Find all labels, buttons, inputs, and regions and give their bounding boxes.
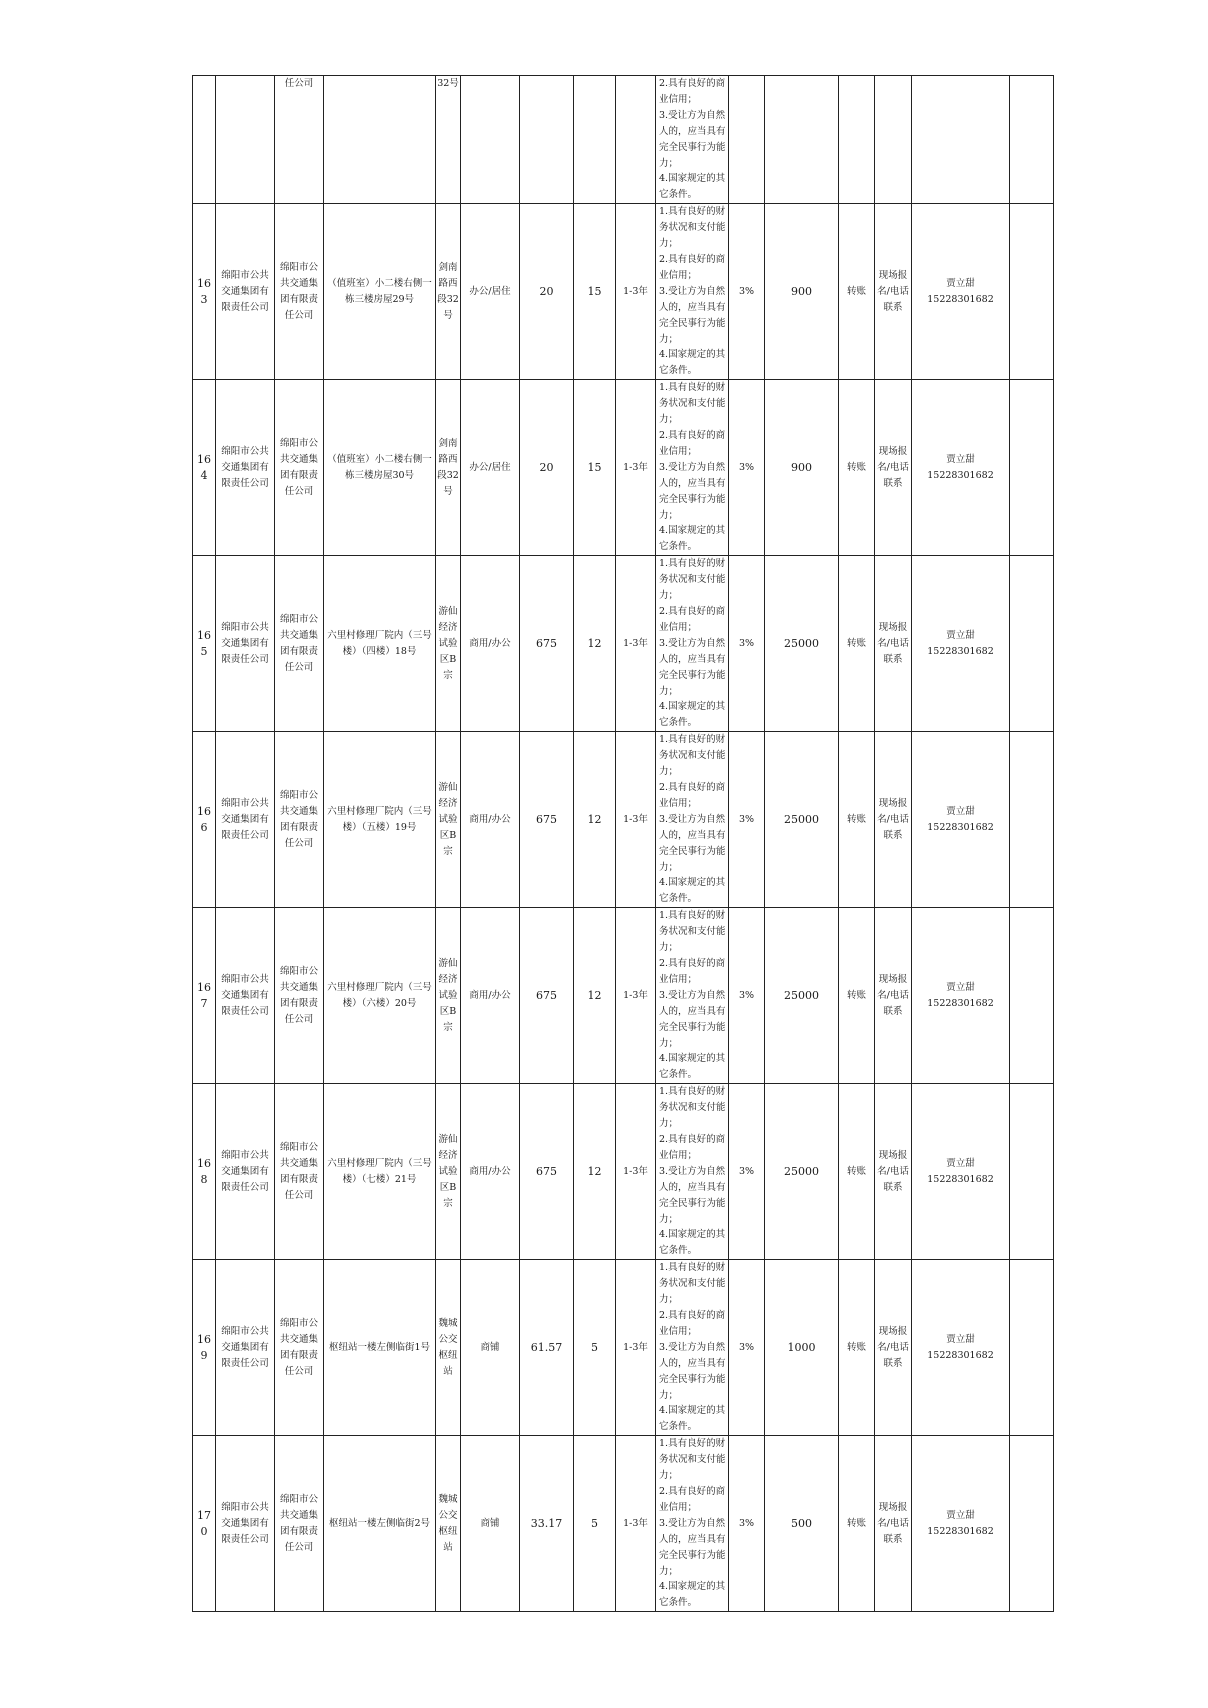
cell-extra xyxy=(1010,732,1054,908)
cell-name: （值班室）小二楼右侧一栋三楼房屋30号 xyxy=(324,380,436,556)
cell-conditions xyxy=(656,556,729,732)
condition-line: 2.具有良好的商业信用； xyxy=(659,253,726,281)
cell-extra xyxy=(1010,908,1054,1084)
cell-conditions xyxy=(656,1436,729,1612)
cell-owner: 绵阳市公共交通集团有限责任公司 xyxy=(216,1084,275,1260)
contact-name: 贾立甜 xyxy=(946,1509,975,1521)
cell-no xyxy=(193,76,216,204)
cell-contact xyxy=(912,204,1010,380)
cell-owner xyxy=(216,76,275,204)
cell-signup: 现场报名/电话联系 xyxy=(875,1260,912,1436)
cell-name: 六里村修理厂院内（三号楼）（七楼）21号 xyxy=(324,1084,436,1260)
cell-use: 办公/居住 xyxy=(461,204,520,380)
condition-line: 1.具有良好的财务状况和支付能力； xyxy=(659,734,726,778)
cell-owner: 绵阳市公共交通集团有限责任公司 xyxy=(216,204,275,380)
cell-price: 12 xyxy=(574,732,616,908)
cell-deposit: 900 xyxy=(765,204,839,380)
cell-name: 六里村修理厂院内（三号楼）（四楼）18号 xyxy=(324,556,436,732)
cell-term: 1-3年 xyxy=(616,908,656,1084)
cell-conditions xyxy=(656,76,729,204)
condition-line: 1.具有良好的财务状况和支付能力； xyxy=(659,382,726,426)
condition-line: 1.具有良好的财务状况和支付能力； xyxy=(659,558,726,602)
condition-line: 3.受让方为自然人的，应当具有完全民事行为能力； xyxy=(659,637,726,697)
cell-deposit: 25000 xyxy=(765,732,839,908)
cell-name: 六里村修理厂院内（三号楼）（六楼）20号 xyxy=(324,908,436,1084)
cell-owner: 绵阳市公共交通集团有限责任公司 xyxy=(216,556,275,732)
cell-payment: 转账 xyxy=(839,1260,875,1436)
cell-payment: 转账 xyxy=(839,1084,875,1260)
cell-payment: 转账 xyxy=(839,556,875,732)
cell-payment: 转账 xyxy=(839,1436,875,1612)
cell-unit: 绵阳市公共交通集团有限责任公司 xyxy=(275,204,324,380)
cell-price xyxy=(574,76,616,204)
cell-price: 12 xyxy=(574,1084,616,1260)
cell-deposit: 25000 xyxy=(765,556,839,732)
condition-line: 4.国家规定的其它条件。 xyxy=(659,349,726,377)
cell-deposit: 900 xyxy=(765,380,839,556)
listing-table xyxy=(192,75,1054,1612)
contact-name: 贾立甜 xyxy=(946,981,975,993)
cell-term: 1-3年 xyxy=(616,1084,656,1260)
cell-use: 商铺 xyxy=(461,1436,520,1612)
condition-line: 2.具有良好的商业信用； xyxy=(659,429,726,457)
cell-unit: 任公司 xyxy=(275,76,324,204)
cell-payment: 转账 xyxy=(839,908,875,1084)
cell-use: 商用/办公 xyxy=(461,732,520,908)
cell-payment xyxy=(839,76,875,204)
table-row xyxy=(193,732,1054,908)
cell-increase: 3% xyxy=(729,1260,765,1436)
table-row xyxy=(193,1436,1054,1612)
condition-line: 3.受让方为自然人的，应当具有完全民事行为能力； xyxy=(659,109,726,169)
cell-extra xyxy=(1010,556,1054,732)
cell-deposit: 500 xyxy=(765,1436,839,1612)
cell-unit: 绵阳市公共交通集团有限责任公司 xyxy=(275,908,324,1084)
cell-location: 游仙经济试验区B宗 xyxy=(436,556,461,732)
cell-conditions xyxy=(656,380,729,556)
cell-no: 167 xyxy=(193,908,216,1084)
cell-deposit xyxy=(765,76,839,204)
cell-conditions xyxy=(656,1084,729,1260)
cell-contact xyxy=(912,556,1010,732)
condition-line: 1.具有良好的财务状况和支付能力； xyxy=(659,1438,726,1482)
contact-name: 贾立甜 xyxy=(946,453,975,465)
cell-term: 1-3年 xyxy=(616,1436,656,1612)
cell-increase: 3% xyxy=(729,204,765,380)
cell-location: 魏城公交枢纽站 xyxy=(436,1436,461,1612)
cell-conditions xyxy=(656,204,729,380)
cell-name: （值班室）小二楼右侧一栋三楼房屋29号 xyxy=(324,204,436,380)
cell-price: 5 xyxy=(574,1260,616,1436)
condition-line: 3.受让方为自然人的，应当具有完全民事行为能力； xyxy=(659,813,726,873)
cell-no: 169 xyxy=(193,1260,216,1436)
cell-signup: 现场报名/电话联系 xyxy=(875,204,912,380)
contact-phone: 15228301682 xyxy=(927,1173,994,1185)
cell-no: 164 xyxy=(193,380,216,556)
contact-name: 贾立甜 xyxy=(946,629,975,641)
cell-increase: 3% xyxy=(729,1084,765,1260)
cell-area: 675 xyxy=(520,732,574,908)
cell-area: 33.17 xyxy=(520,1436,574,1612)
cell-area: 61.57 xyxy=(520,1260,574,1436)
condition-line: 2.具有良好的商业信用； xyxy=(659,1309,726,1337)
condition-line: 2.具有良好的商业信用； xyxy=(659,1485,726,1513)
contact-phone: 15228301682 xyxy=(927,821,994,833)
cell-extra xyxy=(1010,1436,1054,1612)
cell-signup: 现场报名/电话联系 xyxy=(875,556,912,732)
contact-phone: 15228301682 xyxy=(927,293,994,305)
condition-line: 2.具有良好的商业信用； xyxy=(659,78,726,105)
cell-conditions xyxy=(656,908,729,1084)
cell-location: 魏城公交枢纽站 xyxy=(436,1260,461,1436)
cell-deposit: 25000 xyxy=(765,1084,839,1260)
condition-line: 3.受让方为自然人的，应当具有完全民事行为能力； xyxy=(659,989,726,1049)
condition-line: 2.具有良好的商业信用； xyxy=(659,781,726,809)
cell-increase: 3% xyxy=(729,1436,765,1612)
cell-signup: 现场报名/电话联系 xyxy=(875,1084,912,1260)
cell-price: 15 xyxy=(574,204,616,380)
cell-name: 六里村修理厂院内（三号楼）（五楼）19号 xyxy=(324,732,436,908)
cell-name xyxy=(324,76,436,204)
cell-extra xyxy=(1010,380,1054,556)
cell-no: 165 xyxy=(193,556,216,732)
cell-term: 1-3年 xyxy=(616,732,656,908)
condition-line: 3.受让方为自然人的，应当具有完全民事行为能力； xyxy=(659,1165,726,1225)
cell-location: 游仙经济试验区B宗 xyxy=(436,732,461,908)
table-row xyxy=(193,908,1054,1084)
cell-location: 32号 xyxy=(436,76,461,204)
cell-price: 12 xyxy=(574,556,616,732)
cell-conditions xyxy=(656,1260,729,1436)
condition-line: 2.具有良好的商业信用； xyxy=(659,1133,726,1161)
contact-name: 贾立甜 xyxy=(946,277,975,289)
cell-location: 剑南路西段32号 xyxy=(436,380,461,556)
cell-owner: 绵阳市公共交通集团有限责任公司 xyxy=(216,1260,275,1436)
condition-line: 2.具有良好的商业信用； xyxy=(659,957,726,985)
cell-increase: 3% xyxy=(729,908,765,1084)
cell-use: 办公/居住 xyxy=(461,380,520,556)
cell-payment: 转账 xyxy=(839,732,875,908)
cell-contact xyxy=(912,1436,1010,1612)
cell-contact xyxy=(912,732,1010,908)
cell-signup: 现场报名/电话联系 xyxy=(875,380,912,556)
condition-line: 4.国家规定的其它条件。 xyxy=(659,1405,726,1433)
cell-unit: 绵阳市公共交通集团有限责任公司 xyxy=(275,380,324,556)
cell-contact xyxy=(912,908,1010,1084)
cell-no: 166 xyxy=(193,732,216,908)
condition-line: 3.受让方为自然人的，应当具有完全民事行为能力； xyxy=(659,1341,726,1401)
cell-location: 剑南路西段32号 xyxy=(436,204,461,380)
cell-extra xyxy=(1010,204,1054,380)
cell-no: 163 xyxy=(193,204,216,380)
cell-owner: 绵阳市公共交通集团有限责任公司 xyxy=(216,732,275,908)
cell-unit: 绵阳市公共交通集团有限责任公司 xyxy=(275,1260,324,1436)
cell-term: 1-3年 xyxy=(616,204,656,380)
condition-line: 1.具有良好的财务状况和支付能力； xyxy=(659,206,726,250)
cell-extra xyxy=(1010,1084,1054,1260)
contact-name: 贾立甜 xyxy=(946,1333,975,1345)
cell-use: 商用/办公 xyxy=(461,556,520,732)
cell-area: 20 xyxy=(520,380,574,556)
table-row xyxy=(193,204,1054,380)
contact-phone: 15228301682 xyxy=(927,1349,994,1361)
cell-deposit: 1000 xyxy=(765,1260,839,1436)
cell-owner: 绵阳市公共交通集团有限责任公司 xyxy=(216,1436,275,1612)
cell-contact xyxy=(912,1084,1010,1260)
condition-line: 4.国家规定的其它条件。 xyxy=(659,525,726,553)
condition-line: 4.国家规定的其它条件。 xyxy=(659,173,726,201)
condition-line: 3.受让方为自然人的，应当具有完全民事行为能力； xyxy=(659,1517,726,1577)
contact-phone: 15228301682 xyxy=(927,645,994,657)
cell-area: 675 xyxy=(520,908,574,1084)
cell-payment: 转账 xyxy=(839,380,875,556)
cell-area: 20 xyxy=(520,204,574,380)
cell-location: 游仙经济试验区B宗 xyxy=(436,1084,461,1260)
cell-name: 枢纽站一楼左侧临街1号 xyxy=(324,1260,436,1436)
condition-line: 4.国家规定的其它条件。 xyxy=(659,1581,726,1609)
condition-line: 4.国家规定的其它条件。 xyxy=(659,1229,726,1257)
table-row xyxy=(193,380,1054,556)
contact-name: 贾立甜 xyxy=(946,1157,975,1169)
cell-term: 1-3年 xyxy=(616,380,656,556)
cell-owner: 绵阳市公共交通集团有限责任公司 xyxy=(216,380,275,556)
cell-increase: 3% xyxy=(729,556,765,732)
cell-unit: 绵阳市公共交通集团有限责任公司 xyxy=(275,1436,324,1612)
cell-increase xyxy=(729,76,765,204)
cell-increase: 3% xyxy=(729,380,765,556)
contact-phone: 15228301682 xyxy=(927,469,994,481)
table-row xyxy=(193,556,1054,732)
condition-line: 4.国家规定的其它条件。 xyxy=(659,701,726,729)
condition-line: 1.具有良好的财务状况和支付能力； xyxy=(659,1262,726,1306)
condition-line: 4.国家规定的其它条件。 xyxy=(659,877,726,905)
cell-signup: 现场报名/电话联系 xyxy=(875,732,912,908)
cell-extra xyxy=(1010,1260,1054,1436)
cell-owner: 绵阳市公共交通集团有限责任公司 xyxy=(216,908,275,1084)
cell-area: 675 xyxy=(520,556,574,732)
condition-line: 2.具有良好的商业信用； xyxy=(659,605,726,633)
table-row-continued xyxy=(193,76,1054,204)
cell-signup: 现场报名/电话联系 xyxy=(875,1436,912,1612)
cell-term: 1-3年 xyxy=(616,1260,656,1436)
cell-price: 12 xyxy=(574,908,616,1084)
cell-contact xyxy=(912,1260,1010,1436)
condition-line: 4.国家规定的其它条件。 xyxy=(659,1053,726,1081)
cell-use: 商用/办公 xyxy=(461,1084,520,1260)
contact-phone: 15228301682 xyxy=(927,997,994,1009)
table-row xyxy=(193,1084,1054,1260)
cell-unit: 绵阳市公共交通集团有限责任公司 xyxy=(275,732,324,908)
condition-line: 1.具有良好的财务状况和支付能力； xyxy=(659,910,726,954)
cell-use: 商铺 xyxy=(461,1260,520,1436)
cell-signup xyxy=(875,76,912,204)
cell-area: 675 xyxy=(520,1084,574,1260)
cell-extra xyxy=(1010,76,1054,204)
cell-use xyxy=(461,76,520,204)
contact-name: 贾立甜 xyxy=(946,805,975,817)
cell-term: 1-3年 xyxy=(616,556,656,732)
contact-phone: 15228301682 xyxy=(927,1525,994,1537)
cell-no: 168 xyxy=(193,1084,216,1260)
cell-deposit: 25000 xyxy=(765,908,839,1084)
condition-line: 3.受让方为自然人的，应当具有完全民事行为能力； xyxy=(659,285,726,345)
cell-no: 170 xyxy=(193,1436,216,1612)
condition-line: 3.受让方为自然人的，应当具有完全民事行为能力； xyxy=(659,461,726,521)
cell-name: 枢纽站一楼左侧临街2号 xyxy=(324,1436,436,1612)
cell-increase: 3% xyxy=(729,732,765,908)
table-row xyxy=(193,1260,1054,1436)
cell-price: 5 xyxy=(574,1436,616,1612)
cell-contact xyxy=(912,380,1010,556)
cell-unit: 绵阳市公共交通集团有限责任公司 xyxy=(275,556,324,732)
cell-price: 15 xyxy=(574,380,616,556)
cell-unit: 绵阳市公共交通集团有限责任公司 xyxy=(275,1084,324,1260)
cell-payment: 转账 xyxy=(839,204,875,380)
cell-use: 商用/办公 xyxy=(461,908,520,1084)
cell-conditions xyxy=(656,732,729,908)
cell-contact xyxy=(912,76,1010,204)
cell-location: 游仙经济试验区B宗 xyxy=(436,908,461,1084)
cell-area xyxy=(520,76,574,204)
cell-term xyxy=(616,76,656,204)
cell-signup: 现场报名/电话联系 xyxy=(875,908,912,1084)
condition-line: 1.具有良好的财务状况和支付能力； xyxy=(659,1086,726,1130)
